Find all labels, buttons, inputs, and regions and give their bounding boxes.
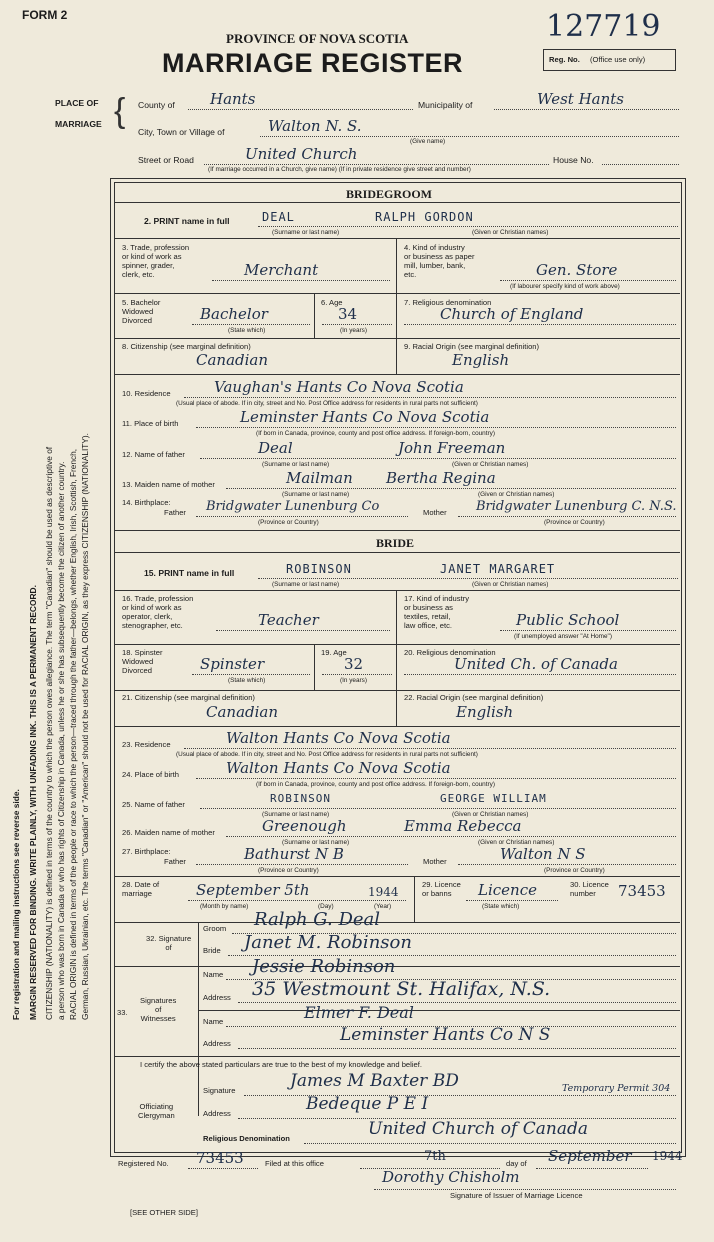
given-note: (Given or Christian names) <box>472 229 549 236</box>
bride-heading: BRIDE <box>376 536 415 550</box>
bride-name-line <box>258 578 678 579</box>
groom-industry: Gen. Store <box>536 261 618 279</box>
province-heading: PROVINCE OF NOVA SCOTIA <box>226 31 409 46</box>
given-note: (Given or Christian names) <box>452 461 529 468</box>
bride-bp-mother-label: Mother <box>423 857 447 866</box>
day-note: (Day) <box>318 903 334 910</box>
bride-bp-father: Bathurst N B <box>244 845 344 863</box>
divider <box>114 966 680 967</box>
bride-industry-note: (If unemployed answer "At Home") <box>514 633 612 640</box>
groom-racial-label: 9. Racial Origin (see marginal definition) <box>404 342 540 351</box>
surname-note: (Surname or last name) <box>272 229 340 236</box>
bride-trade: Teacher <box>258 611 319 629</box>
clergy-permit: Temporary Permit 304 <box>562 1083 671 1094</box>
bride-racial: English <box>456 703 514 721</box>
province-note: (Province or Country) <box>544 867 605 874</box>
w1-address: 35 Westmount St. Halifax, N.S. <box>252 978 551 1000</box>
groom-father-label: 12. Name of father <box>122 450 185 459</box>
groom-residence: Vaughan's Hants Co Nova Scotia <box>214 378 464 396</box>
bride-name-label: 15. PRINT name in full <box>144 568 235 578</box>
county-value: Hants <box>210 90 256 108</box>
groom-mother-given: Bertha Regina <box>386 469 496 487</box>
groom-bp-mother: Bridgwater Lunenburg C. N.S. <box>476 499 677 514</box>
groom-signature: Ralph G. Deal <box>254 909 381 930</box>
groom-bp-mother-label: Mother <box>423 508 447 517</box>
groom-mother-surname: Mailman <box>286 469 353 487</box>
groom-sig-label: Groom <box>203 924 227 933</box>
margin-citizenship-line: CITIZENSHIP (NATIONALITY) is defined in terms of the country to which the person owes allegiance. The term "Canadian" should be used as descriptive of <box>44 446 54 1020</box>
clergy-denomination: United Church of Canada <box>368 1119 588 1139</box>
bride-trade-line <box>216 630 390 631</box>
bride-birthplace-label: 24. Place of birth <box>122 770 179 779</box>
col-divider <box>198 922 199 1116</box>
w2-name-label: Name <box>203 1017 224 1026</box>
groom-birthplace: Leminster Hants Co Nova Scotia <box>240 408 490 426</box>
groom-residence-line <box>184 397 676 398</box>
divider <box>114 876 680 877</box>
bride-surname: ROBINSON <box>286 562 352 576</box>
city-line <box>260 136 679 137</box>
margin-citizenship-line-2: a person who was born in Canada or who has rights of Citizenship in Canada, unless he or she has subsequently become the citizen of another country. <box>56 461 66 1020</box>
street-line <box>204 164 549 165</box>
groom-religion: Church of England <box>440 305 584 323</box>
w1-name-label: Name <box>203 970 224 979</box>
divider <box>114 590 680 591</box>
issuer-line <box>374 1189 676 1190</box>
bride-birthplace-line <box>196 778 676 779</box>
place-note: (If marriage occurred in a Church, give name) (If in private residence give street and number) <box>208 166 471 173</box>
bride-religion-line <box>404 674 676 675</box>
groom-birthplace-label: 11. Place of birth <box>122 419 179 428</box>
bride-mother-surname: Greenough <box>262 817 347 835</box>
see-other-side: [SEE OTHER SIDE] <box>130 1208 198 1217</box>
place-brace: { <box>114 92 126 130</box>
bride-father-label: 25. Name of father <box>122 800 185 809</box>
given-note: (Given or Christian names) <box>478 491 555 498</box>
bride-mother-label: 26. Maiden name of mother <box>122 828 215 837</box>
groom-age: 34 <box>338 305 358 323</box>
filed-label: Filed at this office <box>265 1159 324 1168</box>
house-line <box>602 164 679 165</box>
marriage-year: 1944 <box>368 885 399 899</box>
groom-religion-label: 7. Religious denomination <box>404 298 492 307</box>
bridegroom-heading: BRIDEGROOM <box>346 187 433 201</box>
county-line <box>188 109 413 110</box>
bride-father-given: GEORGE WILLIAM <box>440 792 547 805</box>
place-label-1: PLACE OF <box>55 98 99 108</box>
street-value: United Church <box>245 145 358 163</box>
surname-note: (Surname or last name) <box>262 811 330 818</box>
groom-industry-line <box>500 280 676 281</box>
licence-no-label: 30. Licence number <box>570 880 609 898</box>
filed-day: 7th <box>424 1149 446 1164</box>
licence-line <box>466 900 558 901</box>
col-divider <box>314 293 315 338</box>
denom-line <box>304 1143 676 1144</box>
divider <box>114 238 680 239</box>
groom-bp-father-line <box>196 516 408 517</box>
divider <box>114 293 680 294</box>
divider <box>114 202 680 203</box>
groom-bp-label: 14. Birthplace: <box>122 498 171 507</box>
divider <box>114 374 680 375</box>
clergy-sig-label: Signature <box>203 1086 236 1095</box>
surname-note: (Surname or last name) <box>262 461 330 468</box>
groom-trade-line <box>212 280 390 281</box>
groom-birthplace-line <box>196 427 676 428</box>
groom-status-line <box>192 324 310 325</box>
province-note: (Province or Country) <box>258 519 319 526</box>
municipality-line <box>494 109 679 110</box>
witnesses-label: Signatures of Witnesses <box>140 996 177 1023</box>
divider <box>114 338 680 339</box>
groom-status: Bachelor <box>200 305 268 323</box>
marriage-date: September 5th <box>196 881 310 899</box>
groom-mother-line <box>226 488 676 489</box>
bride-age-line <box>322 674 392 675</box>
officiating-label: Officiating Clergyman <box>138 1102 175 1120</box>
witness-number: 33. <box>117 1008 128 1017</box>
bride-status-label: 18. Spinster Widowed Divorced <box>122 648 163 675</box>
groom-father-line <box>200 458 676 459</box>
groom-bp-father-label: Father <box>164 508 186 517</box>
col-divider <box>396 338 397 374</box>
city-label: City, Town or Village of <box>138 127 225 137</box>
col-divider <box>396 690 397 726</box>
bride-father-surname: ROBINSON <box>270 792 331 805</box>
col-divider <box>414 876 415 922</box>
divider <box>114 530 680 531</box>
groom-industry-note: (If labourer specify kind of work above) <box>510 283 620 290</box>
clergy-signature: James M Baxter BD <box>290 1071 459 1091</box>
signature-label: 32. Signature of <box>146 934 192 952</box>
bride-age-label: 19. Age <box>321 648 347 657</box>
give-name-note: (Give name) <box>410 138 446 145</box>
licence-value: Licence <box>478 881 537 899</box>
surname-note: (Surname or last name) <box>272 581 340 588</box>
margin-instructions-line: For registration and mailing instructions see reverse side. <box>11 789 21 1020</box>
bride-racial-label: 22. Racial Origin (see marginal definition) <box>404 693 544 702</box>
registered-label: Registered No. <box>118 1159 169 1168</box>
bride-bp-label: 27. Birthplace: <box>122 847 171 856</box>
groom-bp-father: Bridgwater Lunenburg Co <box>206 499 380 514</box>
groom-trade: Merchant <box>244 261 319 279</box>
bride-trade-label: 16. Trade, profession or kind of work as operator, clerk, stenographer, etc. <box>122 594 194 630</box>
bride-residence: Walton Hants Co Nova Scotia <box>226 729 451 747</box>
bride-sig-label: Bride <box>203 946 221 955</box>
bride-bp-mother-line <box>458 864 676 865</box>
date-label: 28. Date of marriage <box>122 880 160 898</box>
groom-bp-mother-line <box>458 516 676 517</box>
denom-label: Religious Denomination <box>203 1134 290 1143</box>
surname-note: (Surname or last name) <box>282 839 350 846</box>
groom-name-line <box>258 226 678 227</box>
groom-age-line <box>322 324 392 325</box>
bride-status-line <box>192 674 310 675</box>
province-note: (Province or Country) <box>544 519 605 526</box>
bride-signature: Janet M. Robinson <box>244 932 412 953</box>
w2-address-line <box>238 1048 676 1049</box>
birthplace-note: (If born in Canada, province, county and post office address. If foreign-born, country) <box>256 781 495 788</box>
margin-racial-line: RACIAL ORIGIN is defined in terms of the people or race to which the person—traced through the father—belongs, whether English, Irish, Scottish, French, <box>68 448 78 1020</box>
groom-industry-label: 4. Kind of industry or business as paper mill, lumber, bank, etc. <box>404 243 475 279</box>
filed-month-line <box>536 1168 648 1169</box>
groom-status-label: 5. Bachelor Widowed Divorced <box>122 298 161 325</box>
certify-text: I certify the above stated particulars are true to the best of my knowledge and belief. <box>140 1060 422 1069</box>
street-label: Street or Road <box>138 155 194 165</box>
province-note: (Province or Country) <box>258 867 319 874</box>
reg-no-label: Reg. No. <box>549 55 580 64</box>
reg-no-note: (Office use only) <box>590 55 646 64</box>
state-which-note: (State which) <box>228 677 266 684</box>
groom-surname: DEAL <box>262 210 295 224</box>
bride-bp-mother: Walton N S <box>500 845 586 863</box>
col-divider <box>396 590 397 690</box>
house-label: House No. <box>553 155 594 165</box>
bride-residence-label: 23. Residence <box>122 740 171 749</box>
groom-name-label: 2. PRINT name in full <box>144 216 230 226</box>
residence-note: (Usual place of abode. If in city, street and No. Post Office address for residents in rural parts not sufficient) <box>176 751 478 758</box>
col-divider <box>396 238 397 338</box>
bride-father-line <box>200 808 676 809</box>
groom-age-label: 6. Age <box>321 298 343 307</box>
given-note: (Given or Christian names) <box>478 839 555 846</box>
filed-month: September <box>548 1147 632 1165</box>
place-label-2: MARRIAGE <box>55 119 102 129</box>
bride-industry: Public School <box>516 611 620 629</box>
day-of-label: day of <box>506 1159 527 1168</box>
filed-year: 1944 <box>652 1149 683 1163</box>
margin-binding-line: MARGIN RESERVED FOR BINDING. WRITE PLAINLY, WITH UNFADING INK. THIS IS A PERMANENT RECORD. <box>28 585 38 1020</box>
groom-religion-line <box>404 324 676 325</box>
bride-mother-given: Emma Rebecca <box>404 817 522 835</box>
register-number: 127719 <box>546 9 661 44</box>
clergy-address-label: Address <box>203 1109 231 1118</box>
bride-religion-label: 20. Religious denomination <box>404 648 496 657</box>
divider <box>198 1010 680 1011</box>
bride-citizenship-label: 21. Citizenship (see marginal definition) <box>122 693 255 702</box>
groom-father-given: John Freeman <box>398 439 506 457</box>
in-years-note: (In years) <box>340 677 367 684</box>
city-value: Walton N. S. <box>268 117 362 135</box>
bride-citizenship: Canadian <box>206 703 279 721</box>
w2-address-label: Address <box>203 1039 231 1048</box>
groom-father-surname: Deal <box>258 439 293 457</box>
municipality-value: West Hants <box>537 90 624 108</box>
groom-given: RALPH GORDON <box>375 210 474 224</box>
w2-address: Leminster Hants Co N S <box>340 1025 551 1045</box>
bride-status: Spinster <box>200 655 265 673</box>
bride-birthplace: Walton Hants Co Nova Scotia <box>226 759 451 777</box>
municipality-label: Municipality of <box>418 100 473 110</box>
registered-line <box>188 1168 258 1169</box>
margin-racial-line-2: German, Russian, Ukrainian, etc. The terms "Canadian" or "American" should not be used for RACIAL ORIGIN, as they express CITIZENSHIP (NATIONALITY). <box>80 433 90 1020</box>
page-title: MARRIAGE REGISTER <box>162 48 464 78</box>
bride-given: JANET MARGARET <box>440 562 556 576</box>
bride-mother-line <box>226 836 676 837</box>
bride-residence-line <box>184 748 676 749</box>
month-note: (Month by name) <box>200 903 249 910</box>
given-note: (Given or Christian names) <box>472 581 549 588</box>
col-divider <box>314 644 315 690</box>
bride-bp-father-line <box>196 864 408 865</box>
state-which-note: (State which) <box>482 903 520 910</box>
groom-trade-label: 3. Trade, profession or kind of work as spinner, grader, clerk, etc. <box>122 243 190 279</box>
county-label: County of <box>138 100 175 110</box>
bride-bp-father-label: Father <box>164 857 186 866</box>
groom-mother-label: 13. Maiden name of mother <box>122 480 215 489</box>
licence-number: 73453 <box>618 882 666 900</box>
w1-address-label: Address <box>203 993 231 1002</box>
form-number: FORM 2 <box>22 8 68 22</box>
groom-citizenship-label: 8. Citizenship (see marginal definition) <box>122 342 251 351</box>
licence-label: 29. Licence or banns <box>422 880 461 898</box>
divider <box>114 552 680 553</box>
residence-note: (Usual place of abode. If in city, street and No. Post Office address for residents in rural parts not sufficient) <box>176 400 478 407</box>
in-years-note: (In years) <box>340 327 367 334</box>
year-note: (Year) <box>374 903 392 910</box>
divider <box>114 1056 680 1057</box>
w2-name: Elmer F. Deal <box>304 1003 414 1022</box>
groom-racial: English <box>452 351 510 369</box>
bride-age: 32 <box>344 655 364 673</box>
state-which-note: (State which) <box>228 327 266 334</box>
issuer-label: Signature of Issuer of Marriage Licence <box>450 1191 583 1200</box>
bride-religion: United Ch. of Canada <box>454 655 618 673</box>
divider <box>114 690 680 691</box>
birthplace-note: (If born in Canada, province, county and post office address. If foreign-born, country) <box>256 430 495 437</box>
groom-citizenship: Canadian <box>196 351 269 369</box>
divider <box>114 726 680 727</box>
bride-industry-line <box>500 630 676 631</box>
surname-note: (Surname or last name) <box>282 491 350 498</box>
bride-industry-label: 17. Kind of industry or business as textiles, retail, law office, etc. <box>404 594 470 630</box>
issuer-signature: Dorothy Chisholm <box>382 1168 520 1186</box>
w1-name: Jessie Robinson <box>252 956 396 977</box>
registered-number: 73453 <box>196 1149 244 1167</box>
clergy-address: Bedeque P E I <box>306 1094 429 1114</box>
groom-residence-label: 10. Residence <box>122 389 171 398</box>
divider <box>114 644 680 645</box>
given-note: (Given or Christian names) <box>452 811 529 818</box>
